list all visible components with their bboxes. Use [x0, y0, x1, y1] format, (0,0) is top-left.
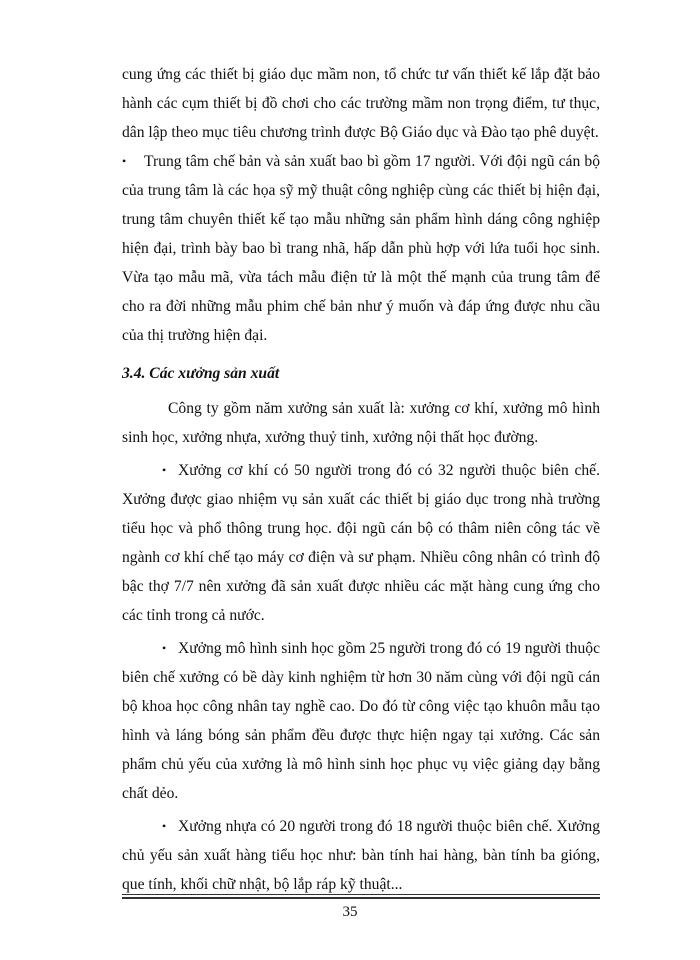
bullet-icon: •	[162, 463, 167, 477]
footer-divider	[122, 894, 600, 899]
continuation-paragraph: cung ứng các thiết bị giáo dục mầm non, tổ chức tư vấn thiết kế lắp đặt bảo hành các cụm thiết bị đồ chơi cho các trường mầm non trọng điểm, tư thục, dân lập theo mục tiêu chương trình được Bộ Giáo dục và Đào tạo phê duyệt.	[122, 66, 600, 141]
bullet-icon: •	[162, 641, 167, 655]
page-number: 35	[342, 904, 358, 920]
bullet-item-biology-workshop	[122, 634, 600, 808]
bullet-item-plastic-workshop	[122, 812, 600, 899]
bullet-text-production-center: Trung tâm chế bản và sản xuất bao bì gồm 17 người. Với đội ngũ cán bộ của trung tâm là các họa sỹ mỹ thuật công nghiệp cùng các thiết bị hiện đại, trung tâm chuyên thiết kế tạo mẫu những sản phẩm hình dáng công nghiệp hiện đại, trình bày bao bì trang nhã, hấp dẫn phù hợp với lứa tuổi học sinh. Vừa tạo mẫu mã, vừa tách mẫu điện tử là một thế mạnh của trung tâm để cho ra đời những mẫu phim chế bản như ý muốn và đáp ứng được nhu cầu của thị trường hiện đại.	[122, 153, 600, 344]
bullet-text-biology-workshop: Xưởng mô hình sinh học gồm 25 người trong đó có 19 người thuộc biên chế xưởng có bề dày kinh nghiệm từ hơn 30 năm cùng với đội ngũ cán bộ khoa học công nhân tay nghề cao. Do đó từ công việc tạo khuôn mẫu tạo hình và láng bóng sản phẩm đều được thực hiện ngay tại xưởng. Các sản phẩm chủ yếu của xưởng là mô hình sinh học phục vụ việc giảng dạy bằng chất dẻo.	[122, 640, 600, 802]
bullet-icon: •	[162, 819, 167, 833]
section-heading: 3.4. Các xưởng sản xuất	[122, 365, 280, 382]
page-body	[122, 60, 600, 899]
bullet-item-production-center	[122, 147, 600, 350]
intro-paragraph: Công ty gồm năm xưởng sản xuất là: xưởng cơ khí, xưởng mô hình sinh học, xưởng nhựa, xưởng thuỷ tinh, xưởng nội thất học đường.	[122, 400, 600, 446]
bullet-text-plastic-workshop: Xưởng nhựa có 20 người trong đó 18 người thuộc biên chế. Xưởng chủ yếu sản xuất hàng tiểu học như: bàn tính hai hàng, bàn tính ba gióng, que tính, khối chữ nhật, bộ lắp ráp kỹ thuật...	[122, 818, 600, 893]
bullet-item-mechanical-workshop	[122, 456, 600, 630]
bullet-icon: •	[122, 154, 127, 168]
bullet-text-mechanical-workshop: Xưởng cơ khí có 50 người trong đó có 32 người thuộc biên chế. Xưởng được giao nhiệm vụ sản xuất các thiết bị giáo dục trong nhà trường tiểu học và phổ thông trung học. đội ngũ cán bộ có thâm niên công tác về ngành cơ khí chế tạo máy cơ điện và sư phạm. Nhiều công nhân có trình độ bậc thợ 7/7 nên xưởng đã sản xuất được nhiều các mặt hàng cung ứng cho các tỉnh trong cả nước.	[122, 462, 600, 624]
